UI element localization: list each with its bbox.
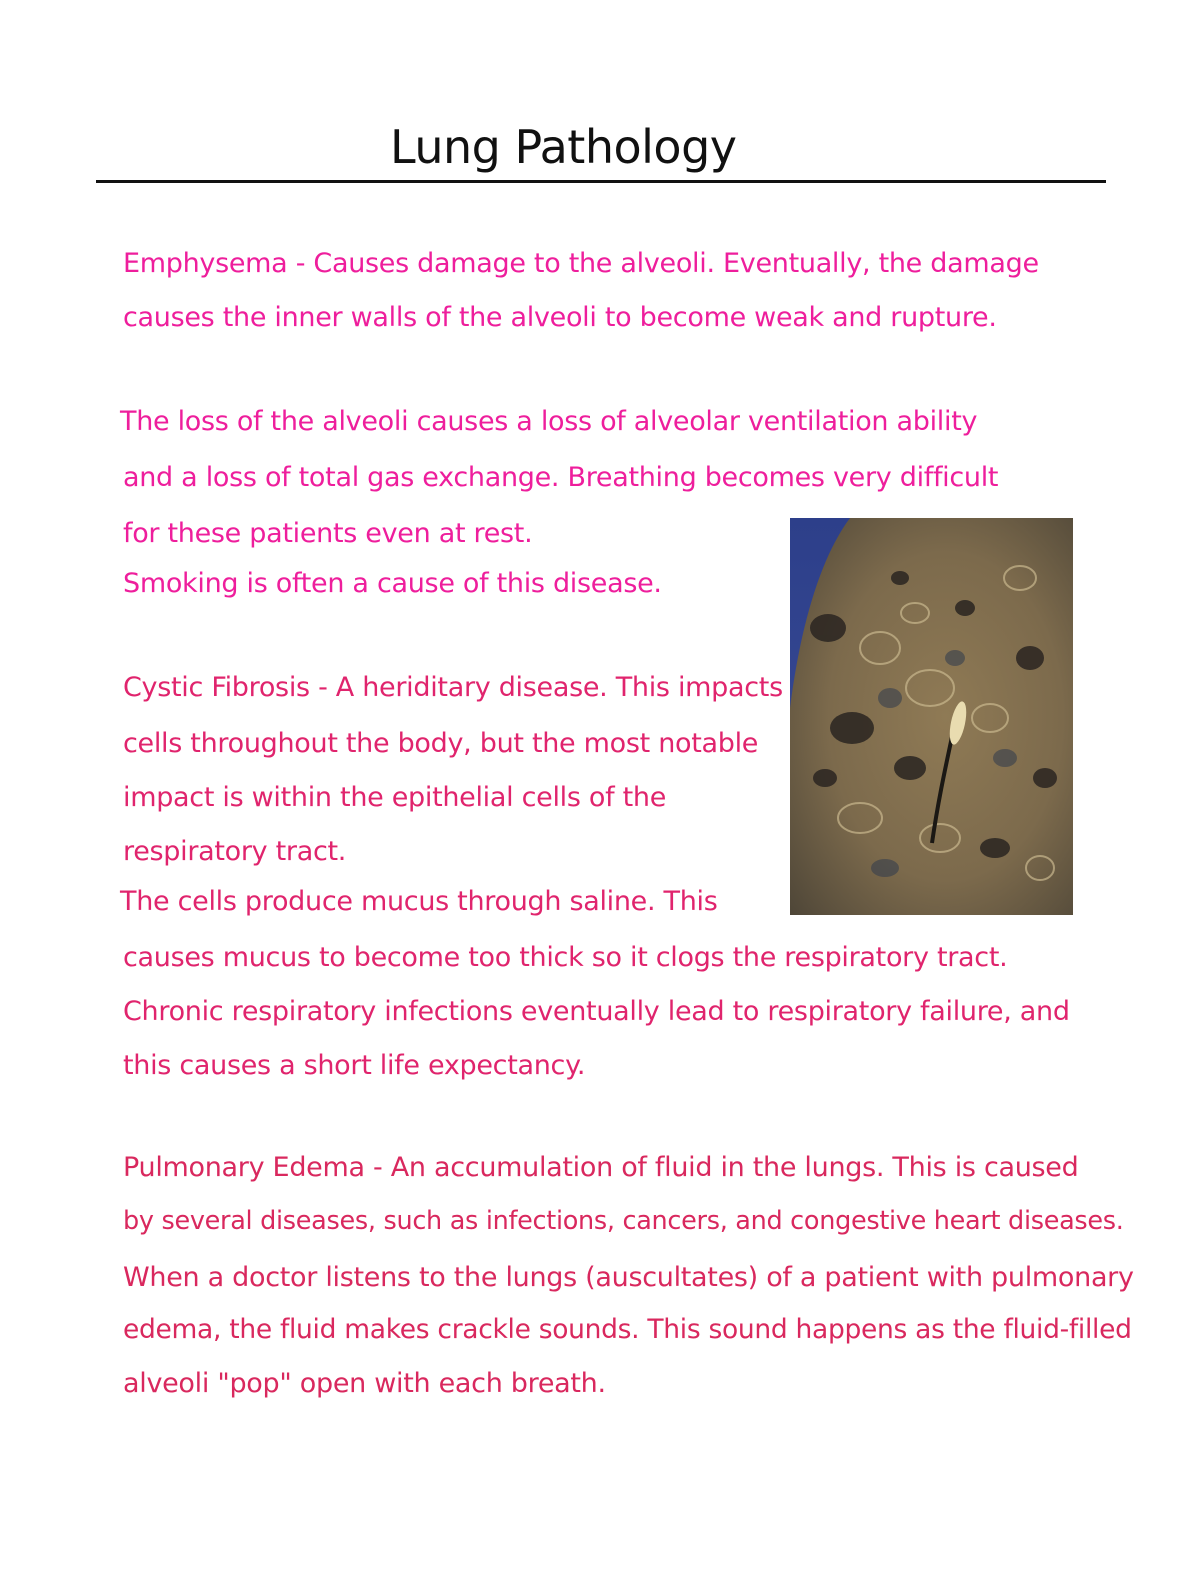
pulmonary-edema-line: alveoli "pop" open with each breath.	[123, 1368, 606, 1399]
emphysema-lung-photo	[790, 518, 1073, 915]
pulmonary-edema-line: by several diseases, such as infections, cancers, and congestive heart diseases.	[123, 1206, 1124, 1236]
cystic-fibrosis-line: Chronic respiratory infections eventually lead to respiratory failure, and	[123, 996, 1070, 1027]
emphysema-line: Emphysema - Causes damage to the alveoli. Eventually, the damage	[123, 248, 1039, 279]
emphysema-line: for these patients even at rest.	[123, 518, 533, 549]
cystic-fibrosis-line: cells throughout the body, but the most notable	[123, 728, 759, 759]
cystic-fibrosis-line: The cells produce mucus through saline. This	[120, 886, 718, 917]
pulmonary-edema-line: Pulmonary Edema - An accumulation of fluid in the lungs. This is caused	[123, 1152, 1079, 1183]
emphysema-line: causes the inner walls of the alveoli to become weak and rupture.	[123, 302, 997, 333]
page-title: Lung Pathology	[390, 120, 737, 174]
pulmonary-edema-line: edema, the fluid makes crackle sounds. This sound happens as the fluid-filled	[123, 1314, 1132, 1345]
pulmonary-edema-line: When a doctor listens to the lungs (auscultates) of a patient with pulmonary	[123, 1262, 1134, 1293]
cystic-fibrosis-line: impact is within the epithelial cells of the	[123, 782, 667, 813]
emphysema-line: Smoking is often a cause of this disease.	[123, 568, 662, 599]
emphysema-line: and a loss of total gas exchange. Breathing becomes very difficult	[123, 462, 999, 493]
cystic-fibrosis-line: this causes a short life expectancy.	[123, 1050, 586, 1081]
cystic-fibrosis-line: Cystic Fibrosis - A heriditary disease. This impacts	[123, 672, 783, 703]
cystic-fibrosis-line: causes mucus to become too thick so it clogs the respiratory tract.	[123, 942, 1008, 973]
title-underline	[96, 180, 1106, 183]
cystic-fibrosis-line: respiratory tract.	[123, 836, 347, 867]
emphysema-line: The loss of the alveoli causes a loss of alveolar ventilation ability	[120, 406, 978, 437]
